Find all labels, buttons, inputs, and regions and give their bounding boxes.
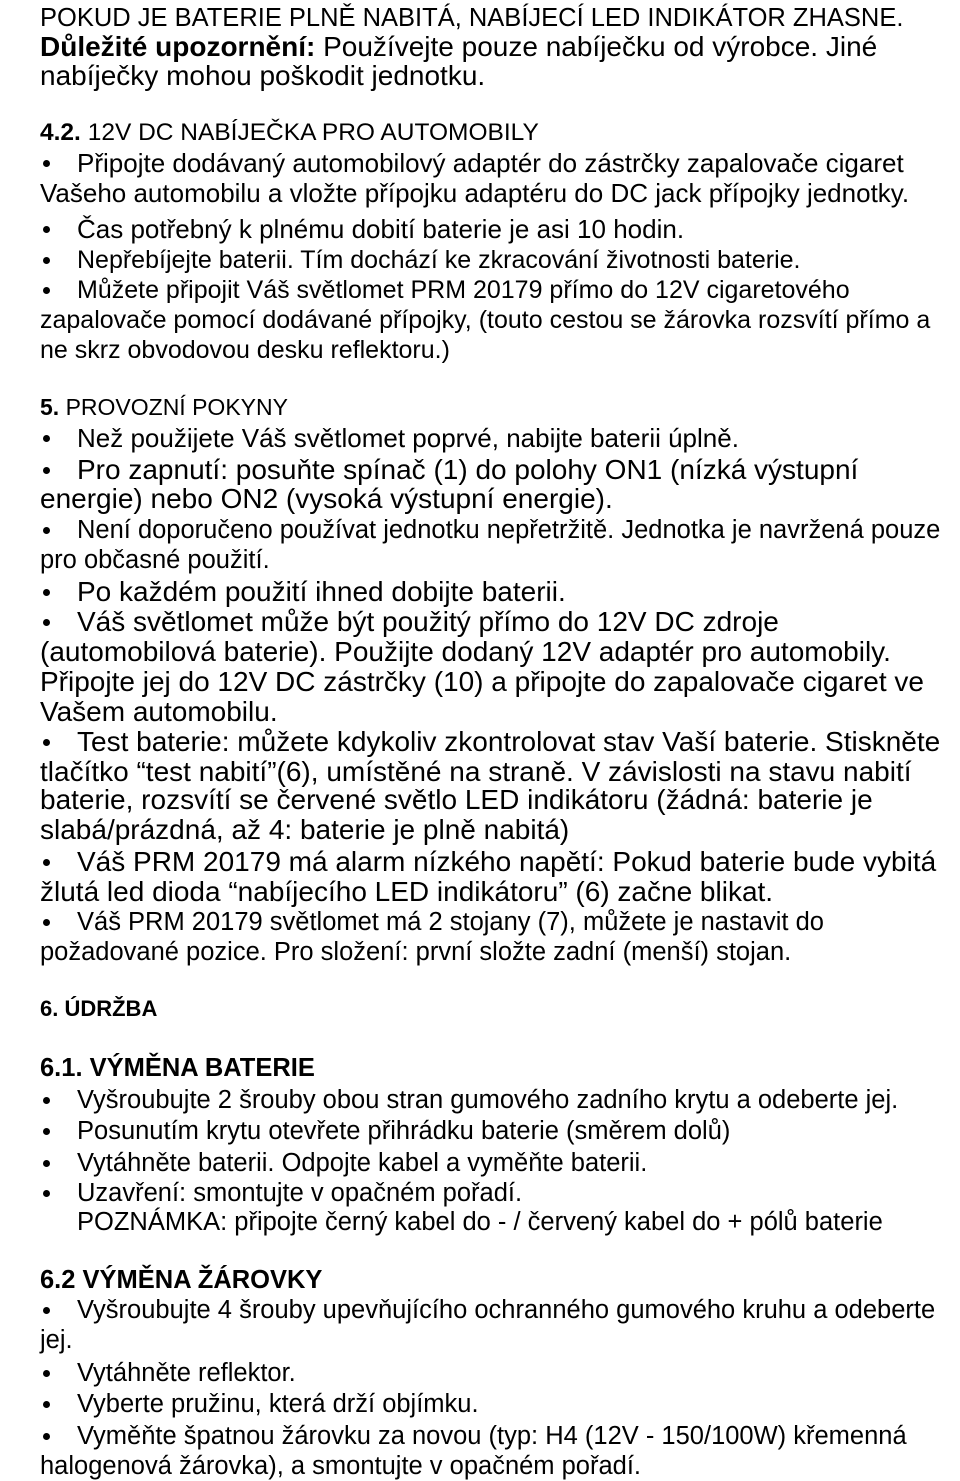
list-item-text: žlutá led dioda “nabíjecího LED indikátoru” (6) začne blikat.	[40, 876, 774, 907]
section-heading	[40, 393, 288, 421]
list-item-text: Pro zapnutí: posuňte spínač (1) do polohy ON1 (nízká výstupní	[77, 454, 859, 485]
list-item	[40, 215, 684, 243]
section-number: 4.2.	[40, 119, 81, 146]
bullet-icon	[43, 739, 50, 746]
list-item-text: Můžete připojit Váš světlomet PRM 20179 přímo do 12V cigaretového	[77, 276, 850, 304]
list-item	[40, 516, 940, 544]
list-item-text: Vytáhněte baterii. Odpojte kabel a vyměňte baterii.	[77, 1149, 648, 1177]
subsection-heading: 6.1. VÝMĚNA BATERIE	[40, 1054, 315, 1082]
bullet-icon	[43, 226, 50, 233]
list-item-text: Uzavření: smontujte v opačném pořadí.	[77, 1179, 523, 1207]
list-item-text: požadované pozice. Pro složení: první složte zadní (menší) stojan.	[40, 938, 792, 966]
warning-text: Používejte pouze nabíječku od výrobce. Jiné	[323, 31, 878, 62]
list-item	[40, 1117, 730, 1145]
list-item-text: (automobilová baterie). Použijte dodaný 12V adaptér pro automobily.	[40, 636, 891, 667]
list-item-text: Vyberte pružinu, která drží objímku.	[77, 1390, 479, 1418]
list-item-text: Váš světlomet může být použitý přímo do 12V DC zdroje	[77, 606, 779, 637]
list-item	[40, 1359, 296, 1387]
bullet-icon	[43, 919, 50, 926]
list-item-text: ne skrz obvodovou desku reflektoru.)	[40, 336, 450, 364]
list-item	[40, 908, 824, 936]
bullet-icon	[43, 1370, 50, 1377]
list-item-text: Čas potřebný k plnému dobití baterie je asi 10 hodin.	[77, 214, 685, 244]
list-item-text: pro občasné použití.	[40, 546, 270, 574]
bullet-icon	[43, 1160, 50, 1167]
list-item-text: Váš PRM 20179 má alarm nízkého napětí: Pokud baterie bude vybitá	[77, 846, 937, 877]
list-item-text: Po každém použití ihned dobijte baterii.	[77, 576, 566, 607]
led-notice: POKUD JE BATERIE PLNĚ NABITÁ, NABÍJECÍ LED INDIKÁTOR ZHASNE.	[40, 4, 904, 32]
list-item	[40, 149, 904, 177]
section-title: 12V DC NABÍJEČKA PRO AUTOMOBILY	[87, 119, 539, 146]
bullet-icon	[43, 160, 50, 167]
list-item-text: Není doporučeno používat jednotku nepřetržitě. Jednotka je navržená pouze	[77, 516, 941, 544]
subsection-heading: 6.2 VÝMĚNA ŽÁROVKY	[40, 1266, 323, 1294]
list-item-text: Váš PRM 20179 světlomet má 2 stojany (7), můžete je nastavit do	[77, 908, 824, 936]
warning-label: Důležité upozornění:	[40, 31, 316, 62]
list-item	[40, 1422, 907, 1450]
warning-line	[40, 33, 877, 61]
bullet-icon	[43, 1433, 50, 1440]
section-heading: 6. ÚDRŽBA	[40, 996, 158, 1021]
list-item-text: Test baterie: můžete kdykoliv zkontrolovat stav Vaší baterie. Stiskněte	[77, 726, 941, 757]
list-item	[40, 1086, 898, 1114]
list-item-text: halogenová žárovka), a smontujte v opačném pořadí.	[40, 1452, 642, 1480]
list-item-text: slabá/prázdná, až 4: baterie je plně nabitá)	[40, 814, 570, 845]
list-item-text: energie) nebo ON2 (vysoká výstupní energie).	[40, 483, 613, 514]
list-item	[40, 1296, 935, 1324]
list-item-text: zapalovače pomocí dodávané přípojky, (touto cestou se žárovka rozsvítí přímo a	[40, 306, 931, 334]
list-item-text: tlačítko “test nabití”(6), umístěné na straně. V závislosti na stavu nabití	[40, 756, 912, 787]
bullet-icon	[43, 1190, 50, 1197]
list-item	[40, 1179, 522, 1207]
bullet-icon	[43, 859, 50, 866]
section-title: PROVOZNÍ POKYNY	[65, 394, 288, 420]
bullet-icon	[43, 619, 50, 626]
bullet-icon	[43, 1401, 50, 1408]
bullet-icon	[43, 589, 50, 596]
bullet-icon	[43, 467, 50, 474]
list-item-text: Vyměňte špatnou žárovku za novou (typ: H4 (12V - 150/100W) křemenná	[77, 1422, 907, 1450]
section-number: 5.	[40, 394, 60, 420]
list-item-text: Než použijete Váš světlomet poprvé, nabijte baterii úplně.	[77, 423, 739, 453]
bullet-icon	[43, 257, 50, 264]
warning-text: nabíječky mohou poškodit jednotku.	[40, 60, 486, 91]
list-item	[40, 424, 739, 452]
list-item	[40, 1390, 479, 1418]
list-item-text: Připojte dodávaný automobilový adaptér do zástrčky zapalovače cigaret	[77, 148, 904, 178]
list-item-text: Vyšroubujte 4 šrouby upevňujícího ochranného gumového kruhu a odeberte	[77, 1296, 936, 1324]
list-item-text: Vyšroubujte 2 šrouby obou stran gumového zadního krytu a odeberte jej.	[77, 1086, 899, 1114]
list-item-text: Vytáhněte reflektor.	[77, 1359, 296, 1387]
bullet-icon	[43, 1128, 50, 1135]
section-heading	[40, 119, 539, 147]
note-text: POZNÁMKA: připojte černý kabel do - / červený kabel do + pólů baterie	[77, 1208, 883, 1236]
bullet-icon	[43, 1307, 50, 1314]
list-item	[40, 578, 566, 606]
list-item	[40, 456, 858, 484]
list-item-text: Posunutím krytu otevřete přihrádku baterie (směrem dolů)	[77, 1117, 731, 1145]
list-item-text: Vašem automobilu.	[40, 696, 278, 727]
bullet-icon	[43, 287, 50, 294]
bullet-icon	[43, 1097, 50, 1104]
list-item	[40, 246, 801, 274]
list-item-text: Vašeho automobilu a vložte přípojku adaptéru do DC jack přípojky jednotky.	[40, 178, 910, 208]
list-item	[40, 848, 936, 876]
list-item-text: jej.	[40, 1326, 73, 1354]
bullet-icon	[43, 435, 50, 442]
list-item	[40, 1149, 647, 1177]
list-item	[40, 276, 850, 304]
list-item	[40, 728, 940, 756]
list-item	[40, 608, 779, 636]
list-item-text: baterie, rozsvítí se červené světlo LED indikátoru (žádná: baterie je	[40, 784, 873, 815]
list-item-text: Připojte jej do 12V DC zástrčky (10) a připojte do zapalovače cigaret ve	[40, 666, 924, 697]
list-item-text: Nepřebíjejte baterii. Tím dochází ke zkracování životnosti baterie.	[77, 246, 801, 274]
bullet-icon	[43, 527, 50, 534]
